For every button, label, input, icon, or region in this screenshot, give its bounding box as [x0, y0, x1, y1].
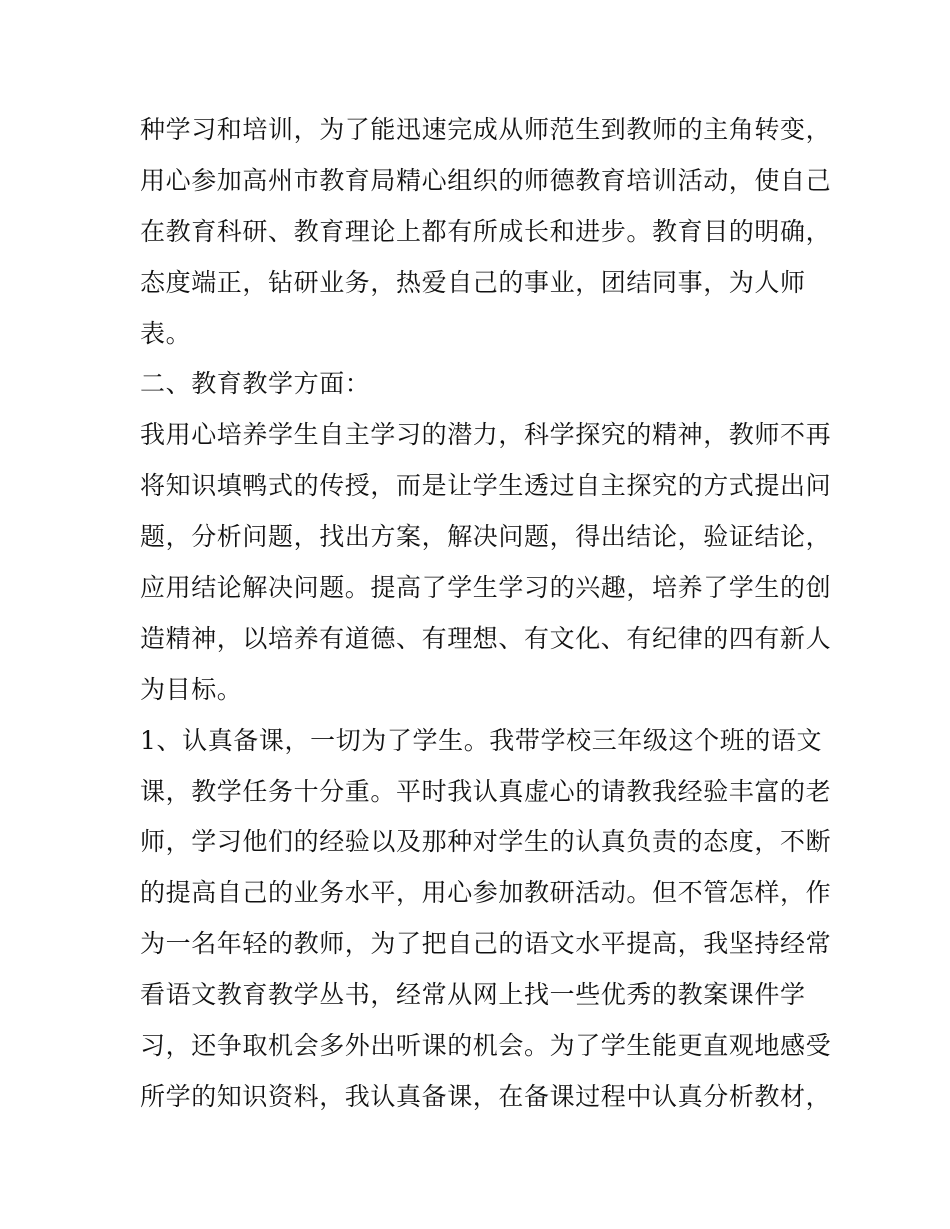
paragraph-line: 应用结论解决问题。提高了学生学习的兴趣，培养了学生的创 [140, 573, 832, 603]
paragraph-line: 态度端正，钻研业务，热爱自己的事业，团结同事，为人师 [140, 267, 806, 297]
paragraph-line: 表。 [140, 318, 192, 348]
paragraph-line: 用心参加高州市教育局精心组织的师德教育培训活动，使自己 [140, 165, 832, 195]
paragraph-line: 题，分析问题，找出方案，解决问题，得出结论，验证结论， [140, 522, 832, 552]
paragraph-line: 种学习和培训，为了能迅速完成从师范生到教师的主角转变， [140, 115, 832, 144]
paragraph-line: 师，学习他们的经验以及那种对学生的认真负责的态度，不断 [140, 827, 832, 857]
paragraph-line: 的提高自己的业务水平，用心参加教研活动。但不管怎样，作 [140, 878, 832, 908]
document-body [140, 105, 830, 1123]
paragraph-line: 所学的知识资料，我认真备课，在备课过程中认真分析教材， [140, 1081, 832, 1111]
numbered-item-line: 1、认真备课，一切为了学生。我带学校三年级这个班的语文 [140, 725, 823, 755]
paragraph-line: 我用心培养学生自主学习的潜力，科学探究的精神，教师不再 [140, 420, 832, 450]
paragraph-line: 将知识填鸭式的传授，而是让学生透过自主探究的方式提出问 [140, 471, 832, 501]
paragraph-line: 为一名年轻的教师，为了把自己的语文水平提高，我坚持经常 [140, 929, 832, 959]
paragraph-line: 看语文教育教学丛书，经常从网上找一些优秀的教案课件学 [140, 980, 806, 1010]
paragraph-line: 习，还争取机会多外出听课的机会。为了学生能更直观地感受 [140, 1031, 832, 1061]
paragraph-line: 为目标。 [140, 674, 243, 704]
paragraph-line: 在教育科研、教育理论上都有所成长和进步。教育目的明确， [140, 216, 832, 246]
section-heading: 二、教育教学方面： [140, 369, 371, 399]
paragraph-line: 造精神，以培养有道德、有理想、有文化、有纪律的四有新人 [140, 623, 832, 653]
paragraph-line: 课，教学任务十分重。平时我认真虚心的请教我经验丰富的老 [140, 776, 832, 806]
